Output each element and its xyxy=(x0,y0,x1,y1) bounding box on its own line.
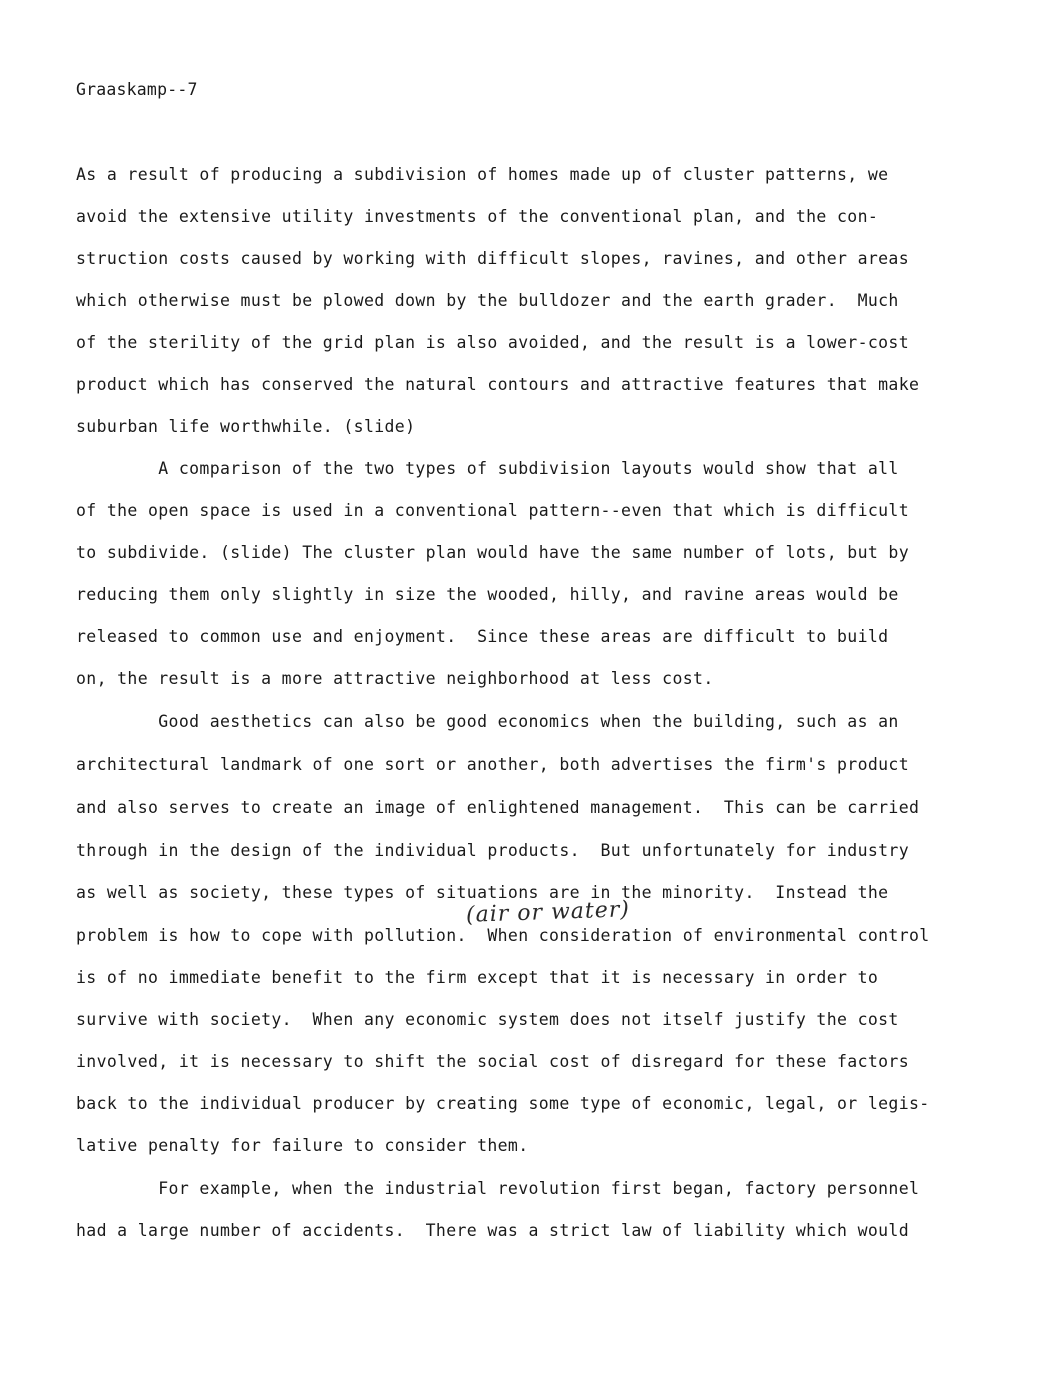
text-line: of the sterility of the grid plan is also avoided, and the result is a lower-cost xyxy=(76,333,909,352)
text-line: to subdivide. (slide) The cluster plan would have the same number of lots, but by xyxy=(76,543,909,562)
text-line: product which has conserved the natural contours and attractive features that make xyxy=(76,375,920,394)
text-line: and also serves to create an image of enlightened management. This can be carried xyxy=(76,798,920,817)
handwritten-annotation: (air or water) xyxy=(465,897,631,928)
text-line: is of no immediate benefit to the firm except that it is necessary in order to xyxy=(76,968,879,987)
text-line: struction costs caused by working with difficult slopes, ravines, and other areas xyxy=(76,249,909,268)
text-line: architectural landmark of one sort or another, both advertises the firm's product xyxy=(76,755,909,774)
text-line: survive with society. When any economic system does not itself justify the cost xyxy=(76,1010,899,1029)
text-line: on, the result is a more attractive neighborhood at less cost. xyxy=(76,669,714,688)
text-line: back to the individual producer by creating some type of economic, legal, or legis- xyxy=(76,1094,930,1113)
text-line: A comparison of the two types of subdivision layouts would show that all xyxy=(76,459,899,478)
text-line: of the open space is used in a conventional pattern--even that which is difficult xyxy=(76,501,909,520)
text-line: released to common use and enjoyment. Since these areas are difficult to build xyxy=(76,627,889,646)
text-line: as well as society, these types of situations are in the minority. Instead the xyxy=(76,883,889,902)
text-line: through in the design of the individual products. But unfortunately for industry xyxy=(76,841,909,860)
text-line: suburban life worthwhile. (slide) xyxy=(76,417,416,436)
text-line: which otherwise must be plowed down by the bulldozer and the earth grader. Much xyxy=(76,291,899,310)
text-line: Good aesthetics can also be good economics when the building, such as an xyxy=(76,712,899,731)
text-line: had a large number of accidents. There was a strict law of liability which would xyxy=(76,1221,909,1240)
page-header: Graaskamp--7 xyxy=(76,80,198,99)
text-line: As a result of producing a subdivision of homes made up of cluster patterns, we xyxy=(76,165,889,184)
text-line: For example, when the industrial revolution first began, factory personnel xyxy=(76,1179,920,1198)
text-line: lative penalty for failure to consider them. xyxy=(76,1136,529,1155)
text-line: problem is how to cope with pollution. When consideration of environmental control xyxy=(76,926,930,945)
text-line: avoid the extensive utility investments of the conventional plan, and the con- xyxy=(76,207,879,226)
text-line: involved, it is necessary to shift the social cost of disregard for these factors xyxy=(76,1052,909,1071)
text-line: reducing them only slightly in size the wooded, hilly, and ravine areas would be xyxy=(76,585,899,604)
